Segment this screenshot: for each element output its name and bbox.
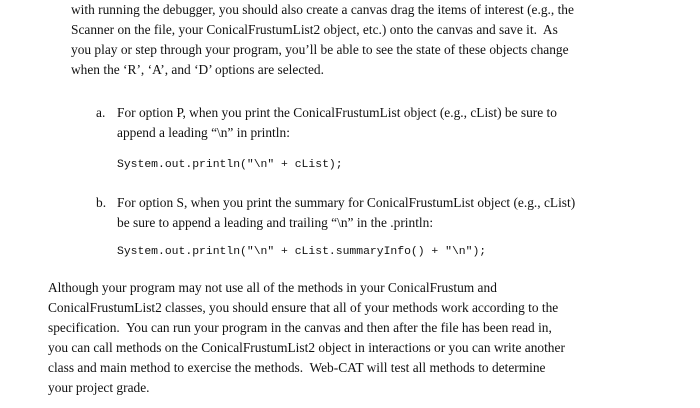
intro-paragraph xyxy=(71,0,574,80)
list-item-line: For option S, when you print the summary for ConicalFrustumList object (e.g., cList) xyxy=(117,195,576,210)
outro-line: your project grade. xyxy=(48,380,150,395)
outro-line: class and main method to exercise the methods. Web-CAT will test all methods to determine xyxy=(48,360,546,375)
list-item-line: For option P, when you print the ConicalFrustumList object (e.g., cList) be sure to xyxy=(117,105,557,120)
list-item-text xyxy=(117,103,557,143)
intro-line: with running the debugger, you should also create a canvas drag the items of interest (e.g., the xyxy=(71,2,574,17)
code-snippet-option-s: System.out.println("\n" + cList.summaryInfo() + "\n"); xyxy=(117,246,487,258)
list-item-line: be sure to append a leading and trailing “\n” in the .println: xyxy=(117,215,434,230)
intro-line: Scanner on the file, your ConicalFrustumList2 object, etc.) onto the canvas and save it. As xyxy=(71,22,558,37)
code-snippet-option-p: System.out.println("\n" + cList); xyxy=(117,159,343,171)
outro-line: you can call methods on the ConicalFrustumList2 object in interactions or you can write another xyxy=(48,340,565,355)
intro-line: you play or step through your program, you’ll be able to see the state of these objects change xyxy=(71,42,569,57)
list-marker: a. xyxy=(96,105,106,120)
outro-line: specification. You can run your program in the canvas and then after the file has been read in, xyxy=(48,320,552,335)
outro-line: Although your program may not use all of the methods in your ConicalFrustum and xyxy=(48,280,497,295)
list-item-text xyxy=(117,193,575,233)
intro-line: when the ‘R’, ‘A’, and ‘D’ options are selected. xyxy=(71,62,324,77)
list-marker: b. xyxy=(96,195,107,210)
outro-line: ConicalFrustumList2 classes, you should ensure that all of your methods work according to the xyxy=(48,300,559,315)
outro-paragraph xyxy=(48,278,565,398)
list-item-line: append a leading “\n” in println: xyxy=(117,125,290,140)
